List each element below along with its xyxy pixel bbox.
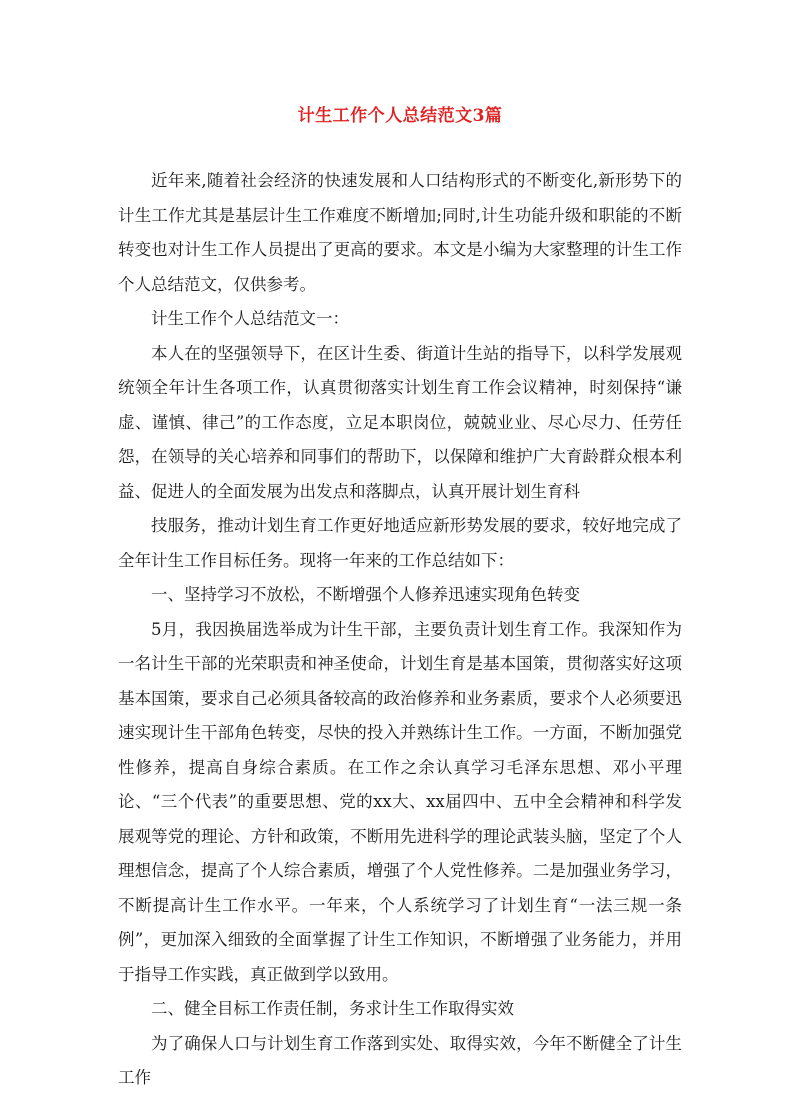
paragraph: 技服务，推动计划生育工作更好地适应新形势发展的要求，较好地完成了全年计生工作目标任务。现将一年来的工作总结如下：	[118, 516, 682, 570]
document-body	[118, 164, 682, 1096]
paragraph: 本人在的坚强领导下，在区计生委、街道计生站的指导下，以科学发展观统领全年计生各项工作，认真贯彻落实计划生育工作会议精神，时刻保持“谦虚、谨慎、律己”的工作态度，立足本职岗位，兢兢业业、尽心尽力、任劳任怨，在领导的关心培养和同事们的帮助下，以保障和维护广大育龄群众根本利益、促进人的全面发展为出发点和落脚点，认真开展计划生育科	[118, 343, 682, 501]
document-title: 计生工作个人总结范文3篇	[297, 106, 503, 126]
paragraph: 为了确保人口与计划生育工作落到实处、取得实效，今年不断健全了计生工作	[118, 1033, 682, 1087]
paragraph-intro: 近年来,随着社会经济的快速发展和人口结构形式的不断变化,新形势下的计生工作尤其是基层计生工作难度不断增加;同时,计生功能升级和职能的不断转变也对计生工作人员提出了更高的要求。本文是小编为大家整理的计生工作个人总结范文，仅供参考。	[118, 171, 682, 294]
paragraph-heading-two: 二、健全目标工作责任制，务求计生工作取得实效	[151, 999, 514, 1018]
paragraph-section-heading: 计生工作个人总结范文一：	[151, 309, 349, 328]
paragraph-heading-one: 一、坚持学习不放松，不断增强个人修养迅速实现角色转变	[151, 585, 580, 604]
paragraph: 5月，我因换届选举成为计生干部，主要负责计划生育工作。我深知作为一名计生干部的光荣职责和神圣使命，计划生育是基本国策，贯彻落实好这项基本国策，要求自己必须具备较高的政治修养和业务素质，要求个人必须要迅速实现计生干部角色转变，尽快的投入并熟练计生工作。一方面，不断加强党性修养，提高自身综合素质。在工作之余认真学习毛泽东思想、邓小平理论、“三个代表”的重要思想、党的xx大、xx届四中、五中全会精神和科学发展观等党的理论、方针和政策，不断用先进科学的理论武装头脑，坚定了个人理想信念，提高了个人综合素质，增强了个人党性修养。二是加强业务学习，不断提高计生工作水平。一年来，个人系统学习了计划生育“一法三规一条例”，更加深入细致的全面掌握了计生工作知识，不断增强了业务能力，并用于指导工作实践，真正做到学以致用。	[118, 619, 682, 984]
